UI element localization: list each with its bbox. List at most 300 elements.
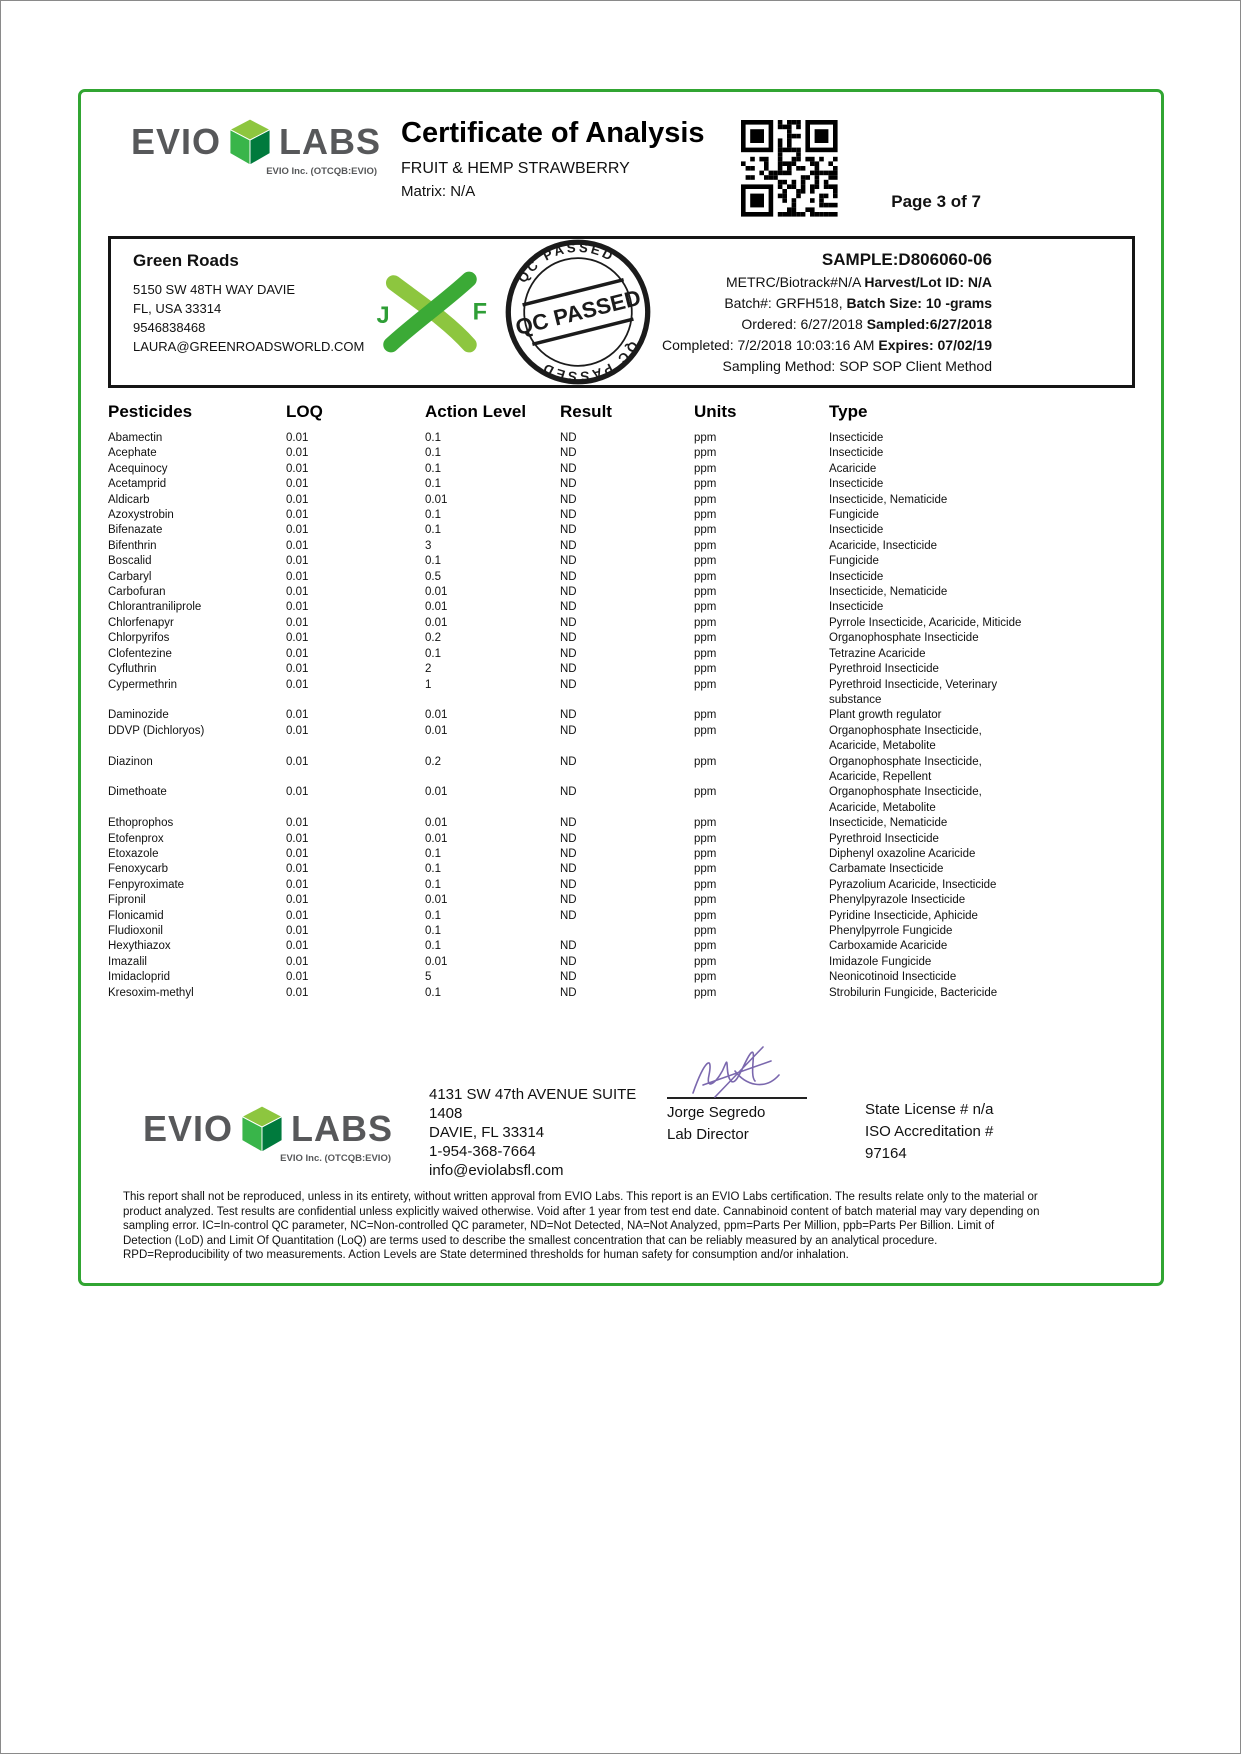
client-info [119, 239, 369, 356]
cell-type: Pyrethroid Insecticide [829, 832, 939, 845]
table-row [108, 678, 1134, 709]
cell-units: ppm [694, 447, 717, 460]
cell-name: Cypermethrin [108, 678, 178, 691]
evio-labs-logo [131, 118, 381, 177]
sample-id: SAMPLE:D806060-06 [821, 250, 992, 269]
client-address-line1: 5150 SW 48TH WAY DAVIE [133, 282, 296, 297]
table-row [108, 986, 1134, 1001]
table-row [108, 878, 1134, 893]
cell-type: Organophosphate Insecticide [829, 632, 979, 645]
table-row [108, 616, 1134, 631]
column-header-result: Result [560, 402, 612, 421]
cell-loq: 0.01 [286, 663, 309, 676]
cell-loq: 0.01 [286, 709, 309, 722]
cell-action: 0.2 [425, 755, 441, 768]
footer-brand-labs-text: LABS [291, 1108, 394, 1150]
cell-action: 0.01 [425, 493, 448, 506]
pesticides-table-body [108, 431, 1134, 1001]
ordered-date: Ordered: 6/27/2018 [741, 316, 863, 332]
footer-brand-subtitle: EVIO Inc. (OTCQB:EVIO) [280, 1153, 391, 1165]
cell-units: ppm [694, 524, 717, 537]
cell-name: Fenpyroximate [108, 878, 185, 891]
cell-action: 0.1 [425, 878, 441, 891]
cell-name: Imidacloprid [108, 971, 170, 984]
table-row [108, 909, 1134, 924]
cell-result: ND [560, 724, 577, 737]
cell-units: ppm [694, 955, 717, 968]
cell-name: Flonicamid [108, 909, 164, 922]
footer-evio-cube-icon [241, 1105, 283, 1153]
cell-result: ND [560, 447, 577, 460]
batch-line [662, 293, 992, 314]
cell-units: ppm [694, 432, 717, 444]
cell-name: Chlorfenapyr [108, 616, 174, 629]
cell-loq: 0.01 [286, 724, 309, 737]
cell-type: Insecticide [829, 447, 884, 460]
cell-action: 0.01 [425, 817, 448, 830]
cell-units: ppm [694, 616, 717, 629]
cell-loq: 0.01 [286, 616, 309, 629]
cell-action: 0.1 [425, 863, 441, 876]
cell-type: Organophosphate Insecticide, Acaricide, Metabolite [829, 786, 982, 814]
table-row [108, 816, 1134, 831]
cell-units: ppm [694, 894, 717, 907]
cell-units: ppm [694, 817, 717, 830]
cell-loq: 0.01 [286, 524, 309, 537]
stamp-arc-text-bottom: QC PASSED [538, 338, 642, 385]
cell-units: ppm [694, 863, 717, 876]
svg-text:QC PASSED [509, 229, 620, 288]
cell-type: Diphenyl oxazoline Acaricide [829, 847, 976, 860]
signature-block [667, 1085, 827, 1143]
cell-result: ND [560, 478, 577, 491]
table-row [108, 585, 1134, 600]
cell-type: Carbamate Insecticide [829, 863, 944, 876]
cell-units: ppm [694, 493, 717, 506]
cell-result: ND [560, 878, 577, 891]
state-license: State License # n/a [865, 1101, 994, 1119]
cell-type: Organophosphate Insecticide, Acaricide, Repellent [829, 755, 982, 783]
brand-evio-text: EVIO [131, 121, 222, 162]
cell-name: DDVP (Dichloryos) [108, 724, 205, 737]
cell-action: 1 [425, 678, 432, 691]
cell-action: 0.2 [425, 632, 441, 645]
completed-line [662, 335, 992, 356]
cell-loq: 0.01 [286, 432, 309, 444]
client-email: LAURA@GREENROADSWORLD.COM [133, 339, 365, 354]
signer-title: Lab Director [667, 1126, 749, 1144]
cell-result: ND [560, 955, 577, 968]
cell-name: Hexythiazox [108, 940, 171, 953]
cell-action: 0.5 [425, 570, 441, 583]
cell-loq: 0.01 [286, 817, 309, 830]
page-number: Page 3 of 7 [891, 192, 981, 211]
lab-address [429, 1085, 641, 1180]
table-row [108, 631, 1134, 646]
cell-units: ppm [694, 724, 717, 737]
cell-action: 0.01 [425, 601, 448, 614]
cell-name: Etofenprox [108, 832, 164, 845]
cell-action: 0.01 [425, 709, 448, 722]
svg-text:QC PASSED [536, 336, 647, 395]
table-row [108, 847, 1134, 862]
column-header-pesticides: Pesticides [108, 402, 193, 421]
cell-units: ppm [694, 832, 717, 845]
product-name: FRUIT & HEMP STRAWBERRY [401, 160, 630, 178]
signature-scribble-icon [675, 1037, 795, 1111]
cell-type: Phenylpyrrole Fungicide [829, 925, 953, 937]
address-line: DAVIE, FL 33314 [429, 1124, 545, 1142]
cell-action: 0.01 [425, 894, 448, 907]
document-title: Certificate of Analysis [401, 117, 705, 149]
cell-action: 0.1 [425, 432, 441, 444]
client-phone: 9546838468 [133, 320, 206, 335]
cell-units: ppm [694, 632, 717, 645]
column-header-loq: LOQ [286, 402, 323, 421]
cell-result: ND [560, 586, 577, 599]
cell-loq: 0.01 [286, 863, 309, 876]
qr-code-icon [741, 120, 841, 220]
stamp-arc-text-top: QC PASSED [514, 239, 618, 286]
cell-name: Chlorantraniliprole [108, 601, 202, 614]
cell-units: ppm [694, 786, 717, 799]
cell-loq: 0.01 [286, 971, 309, 984]
brand-subtitle: EVIO Inc. (OTCQB:EVIO) [266, 166, 378, 177]
table-row [108, 477, 1134, 492]
table-row [108, 970, 1134, 985]
table-row [108, 508, 1134, 523]
sample-info-panel [108, 236, 1135, 388]
cell-type: Insecticide, Nematicide [829, 817, 948, 830]
batch-size: Batch Size: 10 -grams [846, 295, 992, 311]
cell-result: ND [560, 539, 577, 552]
batch-number: Batch#: GRFH518, [724, 295, 843, 311]
sampled-date: Sampled:6/27/2018 [866, 316, 992, 332]
address-line: 4131 SW 47th AVENUE SUITE [429, 1086, 637, 1104]
cell-result: ND [560, 493, 577, 506]
cell-loq: 0.01 [286, 493, 309, 506]
cell-name: Dimethoate [108, 786, 167, 799]
cell-type: Insecticide [829, 601, 884, 614]
cell-units: ppm [694, 663, 717, 676]
cell-result: ND [560, 940, 577, 953]
cell-name: Bifenazate [108, 524, 163, 537]
cell-units: ppm [694, 555, 717, 568]
table-row [108, 554, 1134, 569]
cell-result: ND [560, 709, 577, 722]
cell-type: Neonicotinoid Insecticide [829, 971, 957, 984]
cell-units: ppm [694, 586, 717, 599]
cell-loq: 0.01 [286, 478, 309, 491]
cell-units: ppm [694, 601, 717, 614]
cell-action: 0.1 [425, 509, 441, 522]
column-header-type: Type [829, 402, 868, 421]
cell-action: 0.1 [425, 462, 441, 475]
column-header-action-level: Action Level [425, 402, 527, 421]
qc-passed-stamp-icon [503, 237, 653, 387]
cell-action: 0.01 [425, 586, 448, 599]
cell-loq: 0.01 [286, 894, 309, 907]
cell-name: Etoxazole [108, 847, 159, 860]
cell-result: ND [560, 678, 577, 691]
cell-units: ppm [694, 478, 717, 491]
cell-result: ND [560, 647, 577, 660]
lab-email: info@eviolabsfl.com [429, 1162, 564, 1180]
jf-letter-f: F [472, 299, 488, 326]
evio-cube-icon [229, 118, 271, 166]
signer-name: Jorge Segredo [667, 1104, 766, 1122]
cell-name: Ethoprophos [108, 817, 174, 830]
green-roads-jf-logo-icon [371, 264, 489, 360]
cell-loq: 0.01 [286, 462, 309, 475]
metrc-value: METRC/Biotrack#N/A [725, 274, 861, 290]
cell-type: Plant growth regulator [829, 709, 942, 722]
harvest-lot-value: Harvest/Lot ID: N/A [864, 274, 992, 290]
cell-action: 0.1 [425, 940, 441, 953]
table-row [108, 570, 1134, 585]
cell-result: ND [560, 555, 577, 568]
cell-type: Imidazole Fungicide [829, 955, 932, 968]
cell-units: ppm [694, 940, 717, 953]
page-frame [78, 89, 1164, 1286]
cell-name: Fludioxonil [108, 925, 163, 937]
pesticides-table [108, 402, 1134, 1001]
signature-line [667, 1097, 807, 1099]
cell-name: Aldicarb [108, 493, 150, 506]
cell-action: 0.01 [425, 724, 448, 737]
title-block [401, 118, 731, 200]
cell-units: ppm [694, 539, 717, 552]
cell-action: 3 [425, 539, 432, 552]
address-line: 1408 [429, 1105, 463, 1123]
cell-result: ND [560, 786, 577, 799]
table-row [108, 493, 1134, 508]
cell-loq: 0.01 [286, 986, 309, 999]
cell-loq: 0.01 [286, 509, 309, 522]
cell-loq: 0.01 [286, 601, 309, 614]
footer-brand-evio-text: EVIO [143, 1108, 234, 1150]
table-row [108, 539, 1134, 554]
column-header-units: Units [694, 402, 737, 421]
cell-result: ND [560, 894, 577, 907]
cell-action: 0.1 [425, 847, 441, 860]
cell-name: Bifenthrin [108, 539, 157, 552]
table-row [108, 862, 1134, 877]
cell-type: Fungicide [829, 555, 879, 568]
cell-result: ND [560, 663, 577, 676]
cell-result: ND [560, 971, 577, 984]
cell-name: Boscalid [108, 555, 152, 568]
cell-type: Pyrethroid Insecticide, Veterinary substance [829, 678, 998, 706]
license-block [865, 1085, 1065, 1165]
sampling-method: Sampling Method: SOP SOP Client Method [722, 358, 992, 374]
table-row [108, 446, 1134, 461]
brand-labs-text: LABS [279, 121, 382, 162]
cell-type: Pyrazolium Acaricide, Insecticide [829, 878, 997, 891]
cell-units: ppm [694, 847, 717, 860]
cell-loq: 0.01 [286, 940, 309, 953]
iso-number: 97164 [865, 1145, 907, 1163]
cell-units: ppm [694, 755, 717, 768]
cell-loq: 0.01 [286, 755, 309, 768]
cell-type: Insecticide [829, 570, 884, 583]
cell-units: ppm [694, 878, 717, 891]
cell-units: ppm [694, 709, 717, 722]
cell-action: 0.01 [425, 955, 448, 968]
table-row [108, 924, 1134, 939]
cell-units: ppm [694, 909, 717, 922]
cell-name: Kresoxim-methyl [108, 986, 194, 999]
cell-result: ND [560, 832, 577, 845]
cell-action: 0.01 [425, 786, 448, 799]
cell-name: Cyfluthrin [108, 663, 157, 676]
cell-type: Acaricide [829, 462, 877, 475]
cell-loq: 0.01 [286, 555, 309, 568]
cell-result: ND [560, 616, 577, 629]
cell-loq: 0.01 [286, 878, 309, 891]
cell-loq: 0.01 [286, 955, 309, 968]
completed-date: Completed: 7/2/2018 10:03:16 AM [661, 337, 875, 353]
cell-result: ND [560, 601, 577, 614]
cell-units: ppm [694, 647, 717, 660]
cell-units: ppm [694, 925, 717, 937]
table-row [108, 832, 1134, 847]
cell-result: ND [560, 570, 577, 583]
cell-name: Diazinon [108, 755, 153, 768]
cell-units: ppm [694, 971, 717, 984]
ordered-line [662, 314, 992, 335]
cell-type: Strobilurin Fungicide, Bactericide [829, 986, 998, 999]
cell-name: Daminozide [108, 709, 169, 722]
cell-name: Acephate [108, 447, 157, 460]
metrc-line [662, 272, 992, 293]
table-row [108, 755, 1134, 786]
client-name: Green Roads [133, 251, 239, 270]
cell-loq: 0.01 [286, 909, 309, 922]
cell-loq: 0.01 [286, 786, 309, 799]
cell-action: 5 [425, 971, 432, 984]
cell-result: ND [560, 986, 577, 999]
table-row [108, 724, 1134, 755]
cell-action: 0.1 [425, 447, 441, 460]
cell-action: 0.1 [425, 986, 441, 999]
table-row [108, 893, 1134, 908]
cell-result: ND [560, 462, 577, 475]
cell-result: ND [560, 509, 577, 522]
cell-type: Carboxamide Acaricide [829, 940, 948, 953]
cell-action: 0.1 [425, 909, 441, 922]
table-row [108, 785, 1134, 816]
cell-action: 0.1 [425, 925, 441, 937]
header [81, 92, 1161, 220]
cell-result: ND [560, 524, 577, 537]
cell-type: Fungicide [829, 509, 879, 522]
iso-accreditation: ISO Accreditation # [865, 1123, 994, 1141]
legal-disclaimer: This report shall not be reproduced, unless in its entirety, without written approval from EVIO Labs. This report is an EVIO Labs certification. The results relate only to the material or product analyzed. Test results are confidential unless explicitly waived otherwise. Void after 1 year from test end date. Cannabinoid content of batch material may vary depending on sampling error. IC=In-control QC parameter, NC=Non-controlled QC parameter, ND=Not Detected, NA=Not Analyzed, ppm=Parts Per Million, ppb=Parts Per Billion. Limit of Detection (LoD) and Limit Of Quantitation (LoQ) are terms used to describe the smallest concentration that can be reliably measured by an analytical procedure. RPD=Reproducibility of two measurements. Action Levels are State determined thresholds for human safety for consumption and/or inhalation. [123, 1191, 1040, 1262]
client-address-line2: FL, USA 33314 [133, 301, 222, 316]
table-row [108, 939, 1134, 954]
cell-name: Chlorpyrifos [108, 632, 170, 645]
cell-result: ND [560, 847, 577, 860]
cell-name: Carbofuran [108, 586, 166, 599]
cell-type: Organophosphate Insecticide, Acaricide, Metabolite [829, 724, 982, 753]
cell-loq: 0.01 [286, 632, 309, 645]
cell-action: 0.01 [425, 616, 448, 629]
cell-action: 0.1 [425, 647, 441, 660]
cell-action: 0.1 [425, 524, 441, 537]
stamp-center-text: QC PASSED [512, 284, 644, 341]
cell-units: ppm [694, 678, 717, 691]
table-row [108, 431, 1134, 446]
cell-type: Insecticide [829, 524, 884, 537]
cell-units: ppm [694, 986, 717, 999]
cell-result: ND [560, 432, 577, 444]
cell-loq: 0.01 [286, 586, 309, 599]
cell-type: Acaricide, Insecticide [829, 539, 938, 552]
table-row [108, 955, 1134, 970]
sample-details [662, 239, 1124, 377]
cell-name: Clofentezine [108, 647, 172, 660]
cell-name: Fenoxycarb [108, 863, 169, 876]
table-row [108, 662, 1134, 677]
table-row [108, 523, 1134, 538]
cell-loq: 0.01 [286, 647, 309, 660]
cell-loq: 0.01 [286, 447, 309, 460]
cell-type: Pyridine Insecticide, Aphicide [829, 909, 978, 922]
cell-loq: 0.01 [286, 539, 309, 552]
pesticides-section [108, 402, 1135, 1001]
cell-loq: 0.01 [286, 570, 309, 583]
cell-result: ND [560, 817, 577, 830]
cell-loq: 0.01 [286, 678, 309, 691]
expires-date: Expires: 07/02/19 [878, 337, 992, 353]
cell-loq: 0.01 [286, 832, 309, 845]
lab-phone: 1-954-368-7664 [429, 1143, 536, 1161]
cell-units: ppm [694, 509, 717, 522]
cell-result: ND [560, 632, 577, 645]
cell-loq: 0.01 [286, 847, 309, 860]
cell-action: 2 [425, 663, 432, 676]
table-row [108, 462, 1134, 477]
cell-type: Insecticide, Nematicide [829, 493, 948, 506]
matrix-label: Matrix: N/A [401, 183, 476, 201]
cell-type: Pyrrole Insecticide, Acaricide, Miticide [829, 616, 1022, 629]
cell-units: ppm [694, 462, 717, 475]
cell-name: Carbaryl [108, 570, 152, 583]
cell-name: Azoxystrobin [108, 509, 174, 522]
cell-units: ppm [694, 570, 717, 583]
cell-type: Insecticide [829, 432, 884, 444]
cell-type: Pyrethroid Insecticide [829, 663, 939, 676]
table-row [108, 600, 1134, 615]
cell-action: 0.1 [425, 478, 441, 491]
cell-name: Acetamprid [108, 478, 167, 491]
cell-result: ND [560, 755, 577, 768]
table-header-row [108, 402, 1134, 431]
table-row [108, 708, 1134, 723]
cell-type: Insecticide [829, 478, 884, 491]
cell-action: 0.01 [425, 832, 448, 845]
table-row [108, 647, 1134, 662]
cell-name: Abamectin [108, 432, 163, 444]
cell-action: 0.1 [425, 555, 441, 568]
footer-evio-labs-logo [143, 1085, 395, 1164]
cell-name: Fipronil [108, 894, 146, 907]
jf-letter-j: J [376, 302, 390, 329]
cell-loq: 0.01 [286, 925, 309, 937]
cell-type: Tetrazine Acaricide [829, 647, 926, 660]
cell-name: Acequinocy [108, 462, 168, 475]
